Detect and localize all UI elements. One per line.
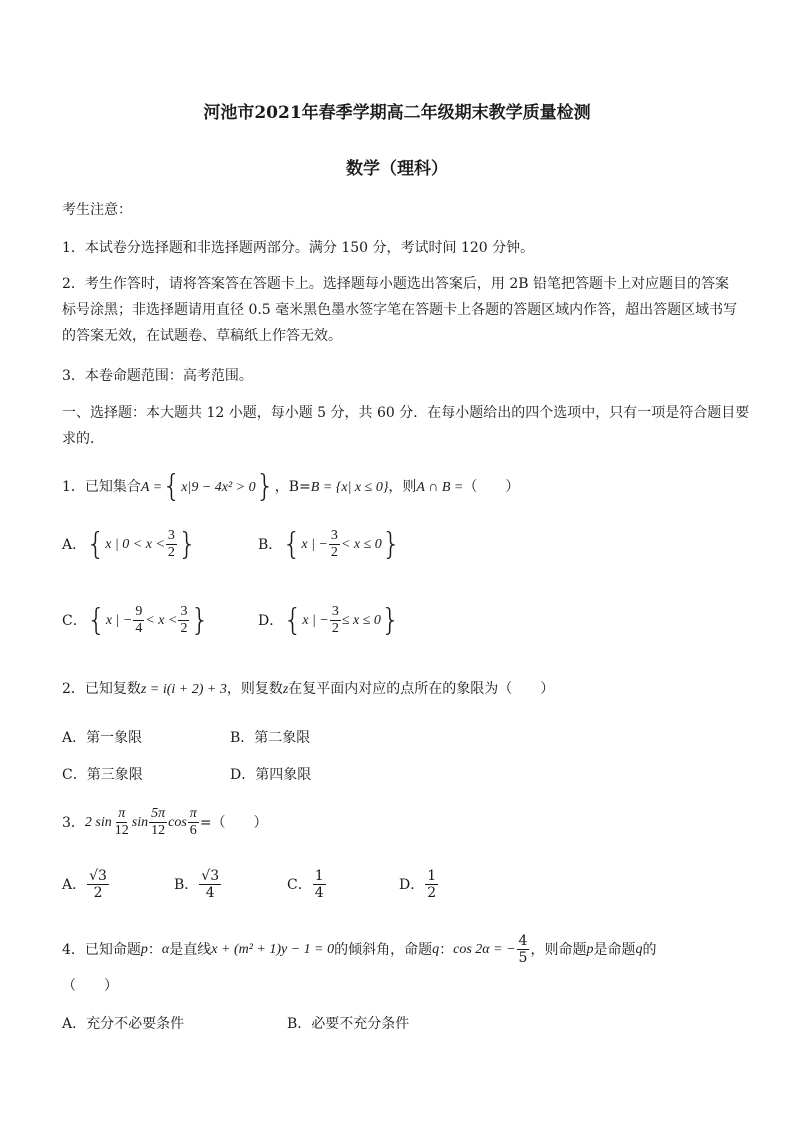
q1-prefix: 1．已知集合 (62, 479, 141, 495)
q1-set-a-lhs: A = (140, 480, 163, 495)
q2-option-a[interactable]: A．第一象限 (62, 730, 143, 746)
q1-set-b: B = {x| x ≤ 0} (310, 480, 389, 495)
q1-paren: （ ） (463, 479, 520, 495)
q4-paren: （ ） (62, 978, 118, 994)
notice-item-3: 3．本卷命题范围：高考范围。 (62, 368, 253, 384)
section-heading-cont: 求的． (62, 431, 104, 447)
q4-option-b[interactable]: B．必要不充分条件 (287, 1016, 410, 1032)
q2-option-b[interactable]: B．第二象限 (230, 730, 311, 746)
question-4: 4．已知命题 p ： α 是直线 x + (m² + 1)y − 1 = 0 的倾斜角，命题 q ： cos 2α = − $\frac{4}{5}$ ，则命题 p 是命题 q 的 (62, 933, 657, 966)
notice-item-2-cont2: 的答案无效，在试题卷、草稿纸上作答无效。 (62, 328, 342, 344)
section-heading: 一、选择题：本大题共 12 小题，每小题 5 分，共 60 分．在每小题给出的四个选项中，只有一项是符合题目要 (62, 405, 750, 421)
question-2: 2．已知复数z = i(i + 2) + 3，则复数z在复平面内对应的点所在的象限为（ ） (62, 681, 555, 697)
q1-option-c[interactable]: C． { x | − $\frac{9}{4}$ < x < $\frac{3}{2}$ } (62, 602, 210, 638)
q1-expr: A ∩ B = (416, 480, 464, 495)
notice-item-2-cont: 标号涂黑；非选择题请用直径 0.5 毫米黑色墨水签字笔在答题卡上各题的答题区域内作答，超出答题区域书写 (62, 302, 738, 318)
q1-option-b[interactable]: B． { x | − $\frac{3}{2}$ < x ≤ 0 } (258, 526, 401, 562)
q1-option-d[interactable]: D． { x | − $\frac{3}{2}$ ≤ x ≤ 0 } (258, 602, 401, 638)
exam-title: 河池市2021年春季学期高二年级期末教学质量检测 (203, 103, 591, 123)
q4-option-a[interactable]: A．充分不必要条件 (62, 1016, 185, 1032)
q3-option-a[interactable]: A． $\frac{√3}{2}$ (62, 868, 107, 901)
q1-tail: ，则 (388, 479, 417, 495)
q2-option-d[interactable]: D．第四象限 (230, 767, 312, 783)
q1-mid: ，B= (274, 479, 311, 495)
exam-subtitle: 数学（理科） (346, 159, 448, 179)
q3-option-d[interactable]: D． $\frac{1}{2}$ (399, 868, 437, 901)
q3-option-c[interactable]: C． $\frac{1}{4}$ (287, 868, 324, 901)
q4-line-equation: x + (m² + 1)y − 1 = 0 (211, 941, 335, 957)
q3-option-b[interactable]: B． $\frac{√3}{4}$ (174, 868, 220, 901)
question-3: 3． 2 sin $\frac{\pi}{12}$ sin $\frac{5\pi}{12}$ cos $\frac{\pi}{6}$ =（ ） (62, 806, 268, 838)
q2-expr: z = i(i + 2) + 3 (140, 682, 227, 697)
question-1: 1．已知集合A ={x|9 − 4x² > 0}，B=B = {x| x ≤ 0}，则A ∩ B =（ ） (62, 469, 520, 504)
notice-item-2: 2．考生作答时，请将答案答在答题卡上。选择题每小题选出答案后，用 2B 铅笔把答题卡上对应题目的答案 (62, 276, 730, 292)
notice-heading: 考生注意： (62, 202, 132, 218)
notice-item-1: 1．本试卷分选择题和非选择题两部分。满分 150 分，考试时间 120 分钟。 (62, 240, 535, 256)
q2-option-c[interactable]: C．第三象限 (62, 767, 143, 783)
q1-set-a: x|9 − 4x² > 0 (181, 480, 256, 495)
q1-option-a[interactable]: A． { x | 0 < x < $\frac{3}{2}$ } (62, 526, 197, 562)
